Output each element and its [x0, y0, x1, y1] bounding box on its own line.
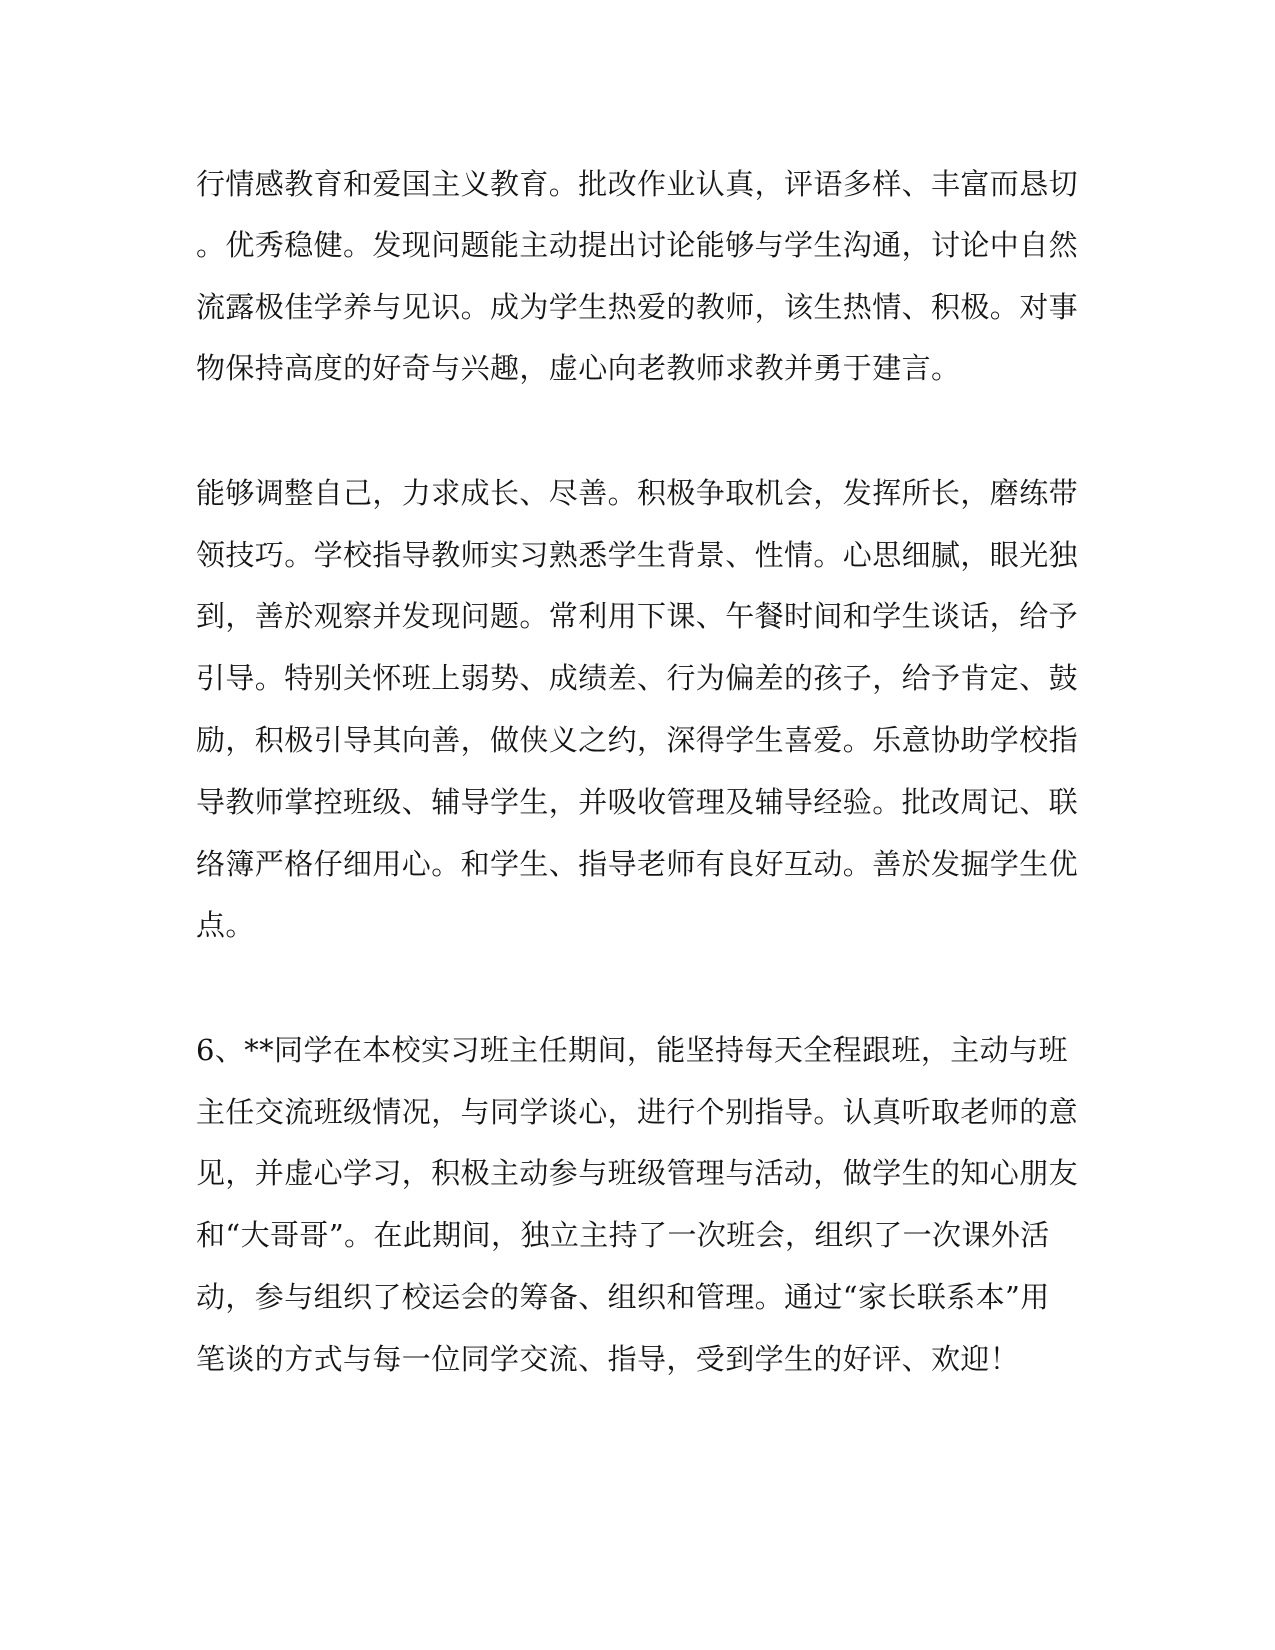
paragraph-line: 导教师掌控班级、辅导学生，并吸收管理及辅导经验。批改周记、联: [196, 785, 1079, 819]
paragraph-line: 到，善於观察并发现问题。常利用下课、午餐时间和学生谈话，给予: [196, 599, 1079, 633]
paragraph-line: 励，积极引导其向善，做侠义之约，深得学生喜爱。乐意协助学校指: [196, 723, 1079, 757]
paragraph-line: 流露极佳学养与见识。成为学生热爱的教师，该生热情、积极。对事: [196, 290, 1079, 324]
paragraph-line: 络簿严格仔细用心。和学生、指导老师有良好互动。善於发掘学生优: [196, 847, 1079, 881]
paragraph-line: 6、**同学在本校实习班主任期间，能坚持每天全程跟班，主动与班: [196, 1033, 1068, 1067]
paragraph-line: 动，参与组织了校运会的筹备、组织和管理。通过“家长联系本”用: [196, 1280, 1050, 1314]
paragraph-line: 能够调整自己，力求成长、尽善。积极争取机会，发挥所长，磨练带: [196, 476, 1079, 510]
paragraph-line: 领技巧。学校指导教师实习熟悉学生背景、性情。心思细腻，眼光独: [196, 538, 1079, 572]
paragraph-line: 主任交流班级情况，与同学谈心，进行个别指导。认真听取老师的意: [196, 1095, 1079, 1129]
paragraph-line: 物保持高度的好奇与兴趣，虚心向老教师求教并勇于建言。: [196, 351, 961, 385]
paragraph-line: 点。: [196, 908, 255, 942]
paragraph-line: 和“大哥哥”。在此期间，独立主持了一次班会，组织了一次课外活: [196, 1218, 1050, 1252]
paragraph-line: 笔谈的方式与每一位同学交流、指导，受到学生的好评、欢迎！: [196, 1342, 1020, 1376]
paragraph-line: 引导。特别关怀班上弱势、成绩差、行为偏差的孩子，给予肯定、鼓: [196, 661, 1079, 695]
paragraph-line: 见，并虚心学习，积极主动参与班级管理与活动，做学生的知心朋友: [196, 1156, 1079, 1190]
paragraph-line: 。优秀稳健。发现问题能主动提出讨论能够与学生沟通，讨论中自然: [196, 228, 1079, 262]
paragraph-line: 行情感教育和爱国主义教育。批改作业认真，评语多样、丰富而恳切: [196, 167, 1079, 201]
